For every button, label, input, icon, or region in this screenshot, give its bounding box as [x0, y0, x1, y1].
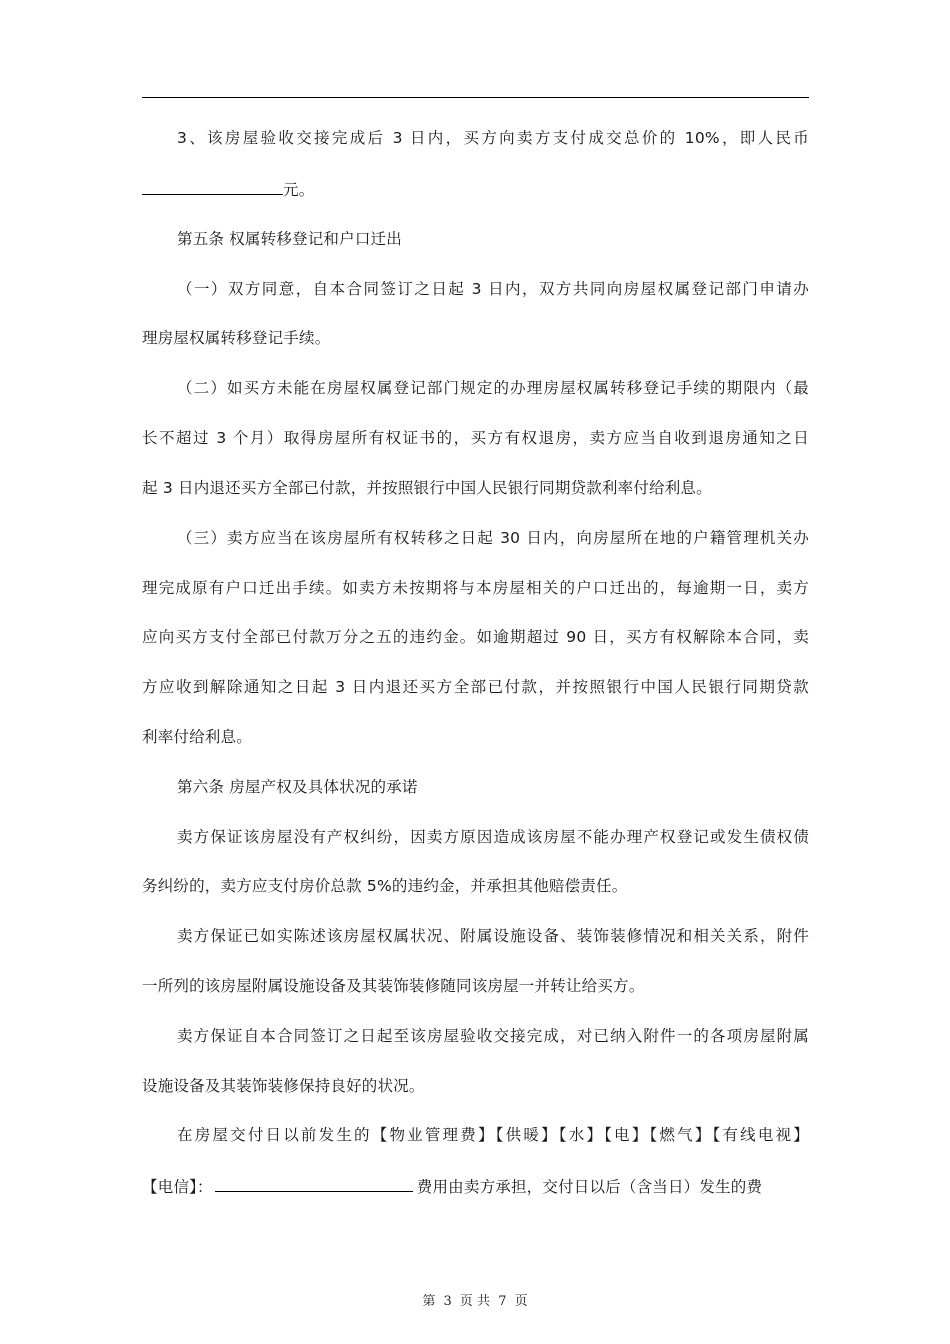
- fee-blank: [215, 1175, 413, 1192]
- page-prefix: 第: [422, 1294, 436, 1309]
- page-middle: 页 共: [459, 1294, 491, 1309]
- section-heading: 第六条 房屋产权及具体状况的承诺: [177, 778, 418, 796]
- body-line: 设施设备及其装饰装修保持良好的状况。: [142, 1077, 425, 1095]
- body-line: 长不超过 3 个月）取得房屋所有权证书的，买方有权退房，卖方应当自收到退房通知之日: [142, 429, 809, 447]
- body-line: 卖方保证已如实陈述该房屋权属状况、附属设施设备、装饰装修情况和相关关系，附件: [177, 927, 809, 945]
- body-line: [142, 178, 812, 200]
- header-rule: [142, 97, 809, 98]
- body-line-tail: 费用由卖方承担，交付日以后（含当日）发生的费: [416, 1178, 763, 1196]
- current-page: 3: [443, 1294, 452, 1309]
- body-line: （二）如买方未能在房屋权属登记部门规定的办理房屋权属转移登记手续的期限内（最: [177, 379, 809, 397]
- body-line: 3、该房屋验收交接完成后 3 日内，买方向卖方支付成交总价的 10%，即人民币: [177, 129, 809, 147]
- body-line: 一所列的该房屋附属设施设备及其装饰装修随同该房屋一并转让给买方。: [142, 977, 645, 995]
- body-line: 利率付给利息。: [142, 728, 252, 746]
- body-line: 务纠纷的，卖方应支付房价总款 5%的违约金，并承担其他赔偿责任。: [142, 877, 628, 895]
- page-suffix: 页: [514, 1294, 528, 1309]
- body-line: 理房屋权属转移登记手续。: [142, 329, 331, 347]
- body-line: 在房屋交付日以前发生的【物业管理费】【供暖】【水】【电】【燃气】【有线电视】: [177, 1126, 809, 1144]
- body-line: 卖方保证自本合同签订之日起至该房屋验收交接完成，对已纳入附件一的各项房屋附属: [177, 1027, 809, 1045]
- body-line: （一）双方同意，自本合同签订之日起 3 日内，双方共同向房屋权属登记部门申请办: [177, 280, 809, 298]
- amount-blank: [142, 178, 283, 195]
- body-line: [142, 1175, 809, 1197]
- body-line: 起 3 日内退还买方全部已付款，并按照银行中国人民银行同期贷款利率付给利息。: [142, 479, 712, 497]
- body-line: 理完成原有户口迁出手续。如卖方未按期将与本房屋相关的户口迁出的，每逾期一日，卖方: [142, 579, 809, 597]
- body-line: （三）卖方应当在该房屋所有权转移之日起 30 日内，向房屋所在地的户籍管理机关办: [177, 529, 809, 547]
- body-line-tail: 元。: [283, 181, 315, 199]
- page-number: [0, 1290, 950, 1309]
- body-line: 卖方保证该房屋没有产权纠纷，因卖方原因造成该房屋不能办理产权登记或发生债权债: [177, 828, 809, 846]
- section-heading: 第五条 权属转移登记和户口迁出: [177, 230, 402, 248]
- body-line-head: 【电信】：: [142, 1178, 213, 1196]
- body-line: 应向买方支付全部已付款万分之五的违约金。如逾期超过 90 日，买方有权解除本合同，卖: [142, 628, 809, 646]
- total-pages: 7: [498, 1294, 507, 1309]
- body-line: 方应收到解除通知之日起 3 日内退还买方全部已付款，并按照银行中国人民银行同期贷款: [142, 678, 809, 696]
